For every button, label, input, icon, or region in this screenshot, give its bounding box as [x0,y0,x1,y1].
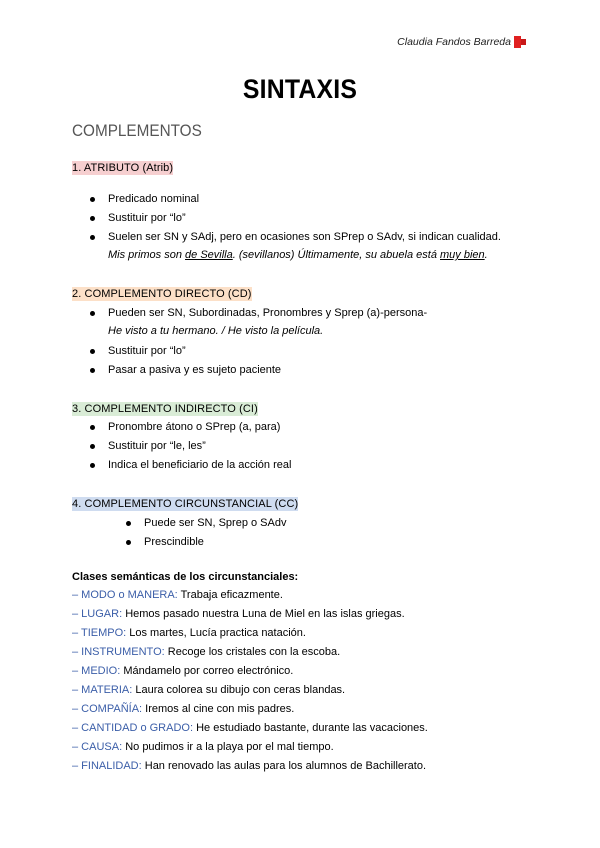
list-item: – FINALIDAD: Han renovado las aulas para los alumnos de Bachillerato. [72,760,427,772]
list-item: Prescindible [144,533,286,552]
author-name: Claudia Fandos Barreda [397,36,511,48]
ci-list [108,418,291,475]
bullet-icon [90,216,95,221]
bullet-icon [90,463,95,468]
underlined-phrase: muy bien [440,249,485,261]
bullet-icon [90,197,95,202]
list-item: Sustituir por “lo” [108,209,501,228]
list-item: Pasar a pasiva y es sujeto paciente [108,361,281,380]
clases-list [72,586,428,776]
list-item: – LUGAR: Hemos pasado nuestra Luna de Miel en las islas griegas. [72,608,405,620]
list-item: Sustituir por “le, les” [108,437,291,456]
cc-list [144,514,286,552]
bullet-icon [90,311,95,316]
heading-cc: 4. COMPLEMENTO CIRCUNSTANCIAL (CC) [72,498,299,510]
clases-title: Clases semánticas de los circunstanciales: [72,571,299,583]
section-title: COMPLEMENTOS [72,121,202,140]
cd-list-continued [108,342,281,380]
red-block-logo-icon [514,36,526,48]
bullet-icon [126,521,131,526]
atributo-list [108,190,501,247]
list-item: Puede ser SN, Sprep o SAdv [144,514,286,533]
list-item: Pronombre átono o SPrep (a, para) [108,418,291,437]
page-title: SINTAXIS [242,74,358,104]
heading-cd: 2. COMPLEMENTO DIRECTO (CD) [72,288,252,300]
list-item: – MEDIO: Mándamelo por correo electrónico. [72,665,294,677]
bullet-icon [90,368,95,373]
list-item: – INSTRUMENTO: Recoge los cristales con la escoba. [72,646,341,658]
list-item: – MATERIA: Laura colorea su dibujo con ceras blandas. [72,684,346,696]
list-item: Indica el beneficiario de la acción real [108,456,291,475]
bullet-icon [126,540,131,545]
bullet-icon [90,425,95,430]
list-item: Sustituir por “lo” [108,342,281,361]
cd-list [108,304,427,323]
cd-example: He visto a tu hermano. / He visto la película. [108,325,324,337]
bullet-icon [90,349,95,354]
list-item: Predicado nominal [108,190,501,209]
list-item: Suelen ser SN y SAdj, pero en ocasiones son SPrep o SAdv, si indican cualidad. [108,228,501,247]
author-header [397,36,526,48]
list-item: – MODO o MANERA: Trabaja eficazmente. [72,589,283,601]
heading-atributo: 1. ATRIBUTO (Atrib) [72,162,174,174]
underlined-phrase: de Sevilla [185,249,233,261]
atributo-example: Mis primos son de Sevilla. (sevillanos) Últimamente, su abuela está muy bien. [108,249,488,261]
list-item: – TIEMPO: Los martes, Lucía practica natación. [72,627,306,639]
list-item: Pueden ser SN, Subordinadas, Pronombres y Sprep (a)-persona- [108,304,427,323]
list-item: – CANTIDAD o GRADO: He estudiado bastante, durante las vacaciones. [72,722,428,734]
bullet-icon [90,444,95,449]
heading-ci: 3. COMPLEMENTO INDIRECTO (CI) [72,403,258,415]
bullet-icon [90,235,95,240]
list-item: – COMPAÑÍA: Iremos al cine con mis padres. [72,703,295,715]
list-item: – CAUSA: No pudimos ir a la playa por el mal tiempo. [72,741,334,753]
